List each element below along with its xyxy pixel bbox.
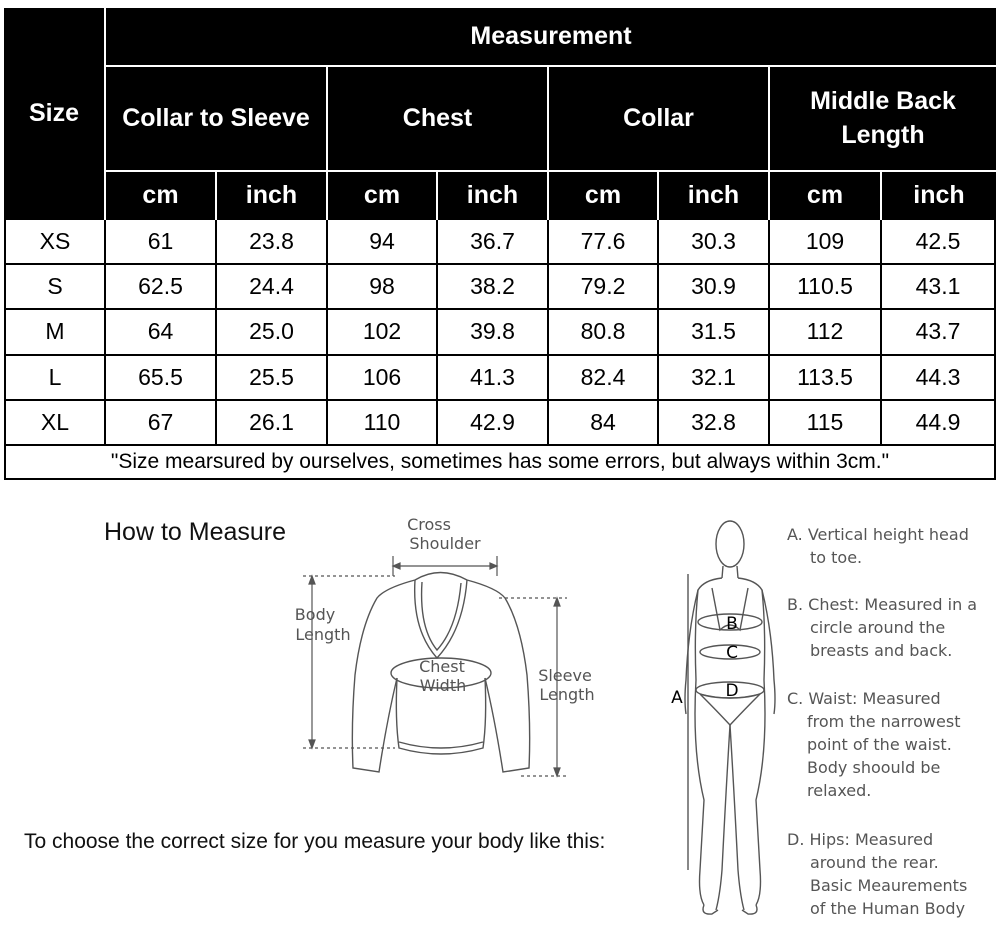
legend-item-c: C. Waist: Measured from the narrowest point of the waist. Body shoould be relaxed. — [787, 689, 961, 800]
size-label-cell: S — [4, 265, 106, 310]
label-sleeve-length: Length — [539, 685, 595, 704]
table-cell: 44.9 — [882, 401, 996, 446]
legend-item-b: B. Chest: Measured in a circle around the breasts and back. — [787, 595, 978, 660]
table-cell: 44.3 — [882, 356, 996, 401]
how-to-measure-title: How to Measure — [104, 518, 287, 546]
table-cell: 26.1 — [217, 401, 328, 446]
header-group-middle-back-length: Middle Back Length — [770, 67, 996, 170]
header-size: Size — [4, 8, 104, 220]
legend-item-a: A. Vertical height head to toe. — [787, 525, 969, 567]
table-cell: 25.5 — [217, 356, 328, 401]
table-cell: 110 — [328, 401, 438, 446]
body-marker-a: A — [671, 688, 683, 708]
header-measurement: Measurement — [106, 8, 996, 65]
table-cell: 65.5 — [106, 356, 217, 401]
table-cell: 109 — [770, 220, 882, 265]
header-group-collar-to-sleeve: Collar to Sleeve — [106, 67, 326, 170]
size-label-cell: XL — [4, 401, 106, 446]
table-cell: 32.1 — [659, 356, 770, 401]
header-unit: cm — [328, 172, 436, 220]
label-chest-width: Chest — [419, 657, 465, 676]
header-group-collar: Collar — [549, 67, 768, 170]
table-cell: 79.2 — [549, 265, 659, 310]
table-cell: 25.0 — [217, 310, 328, 355]
body-marker-c: C — [726, 643, 738, 663]
table-cell: 80.8 — [549, 310, 659, 355]
table-cell: 112 — [770, 310, 882, 355]
table-cell: 41.3 — [438, 356, 549, 401]
header-unit: inch — [438, 172, 547, 220]
size-label-cell: XS — [4, 220, 106, 265]
table-cell: 42.5 — [882, 220, 996, 265]
header-unit: inch — [882, 172, 996, 220]
table-cell: 42.9 — [438, 401, 549, 446]
table-cell: 24.4 — [217, 265, 328, 310]
table-cell: 43.7 — [882, 310, 996, 355]
shirt-measure-diagram — [285, 510, 620, 790]
label-cross-shoulder: Cross — [407, 515, 451, 534]
table-cell: 77.6 — [549, 220, 659, 265]
table-cell: 38.2 — [438, 265, 549, 310]
table-cell: 84 — [549, 401, 659, 446]
header-unit: cm — [106, 172, 215, 220]
size-label-cell: M — [4, 310, 106, 355]
table-cell: 62.5 — [106, 265, 217, 310]
table-cell: 106 — [328, 356, 438, 401]
table-cell: 67 — [106, 401, 217, 446]
header-unit: cm — [770, 172, 880, 220]
table-cell: 43.1 — [882, 265, 996, 310]
table-cell: 98 — [328, 265, 438, 310]
table-cell: 39.8 — [438, 310, 549, 355]
body-measure-diagram — [660, 510, 785, 925]
table-note: "Size mearsured by ourselves, sometimes has some errors, but always within 3cm." — [4, 446, 996, 480]
label-body-length: Body — [294, 605, 336, 624]
header-unit: cm — [549, 172, 657, 220]
label-cross-shoulder: Shoulder — [409, 534, 481, 553]
table-cell: 31.5 — [659, 310, 770, 355]
label-body-length: Length — [295, 625, 351, 644]
table-cell: 113.5 — [770, 356, 882, 401]
legend-item-d: D. Hips: Measured around the rear. Basic Meaurements of the Human Body — [787, 830, 968, 918]
body-marker-b: B — [726, 614, 738, 634]
table-cell: 115 — [770, 401, 882, 446]
table-cell: 102 — [328, 310, 438, 355]
table-cell: 30.3 — [659, 220, 770, 265]
table-cell: 23.8 — [217, 220, 328, 265]
body-marker-d: D — [725, 681, 739, 701]
header-unit: inch — [217, 172, 326, 220]
measure-instruction: To choose the correct size for you measure your body like this: — [24, 830, 606, 853]
header-unit: inch — [659, 172, 768, 220]
table-cell: 82.4 — [549, 356, 659, 401]
table-cell: 30.9 — [659, 265, 770, 310]
header-group-chest: Chest — [328, 67, 547, 170]
table-cell: 61 — [106, 220, 217, 265]
table-cell: 94 — [328, 220, 438, 265]
table-cell: 110.5 — [770, 265, 882, 310]
label-chest-width: Width — [419, 676, 467, 695]
table-cell: 32.8 — [659, 401, 770, 446]
table-cell: 64 — [106, 310, 217, 355]
size-table — [4, 8, 996, 480]
label-sleeve-length: Sleeve — [538, 666, 592, 685]
table-cell: 36.7 — [438, 220, 549, 265]
size-label-cell: L — [4, 356, 106, 401]
